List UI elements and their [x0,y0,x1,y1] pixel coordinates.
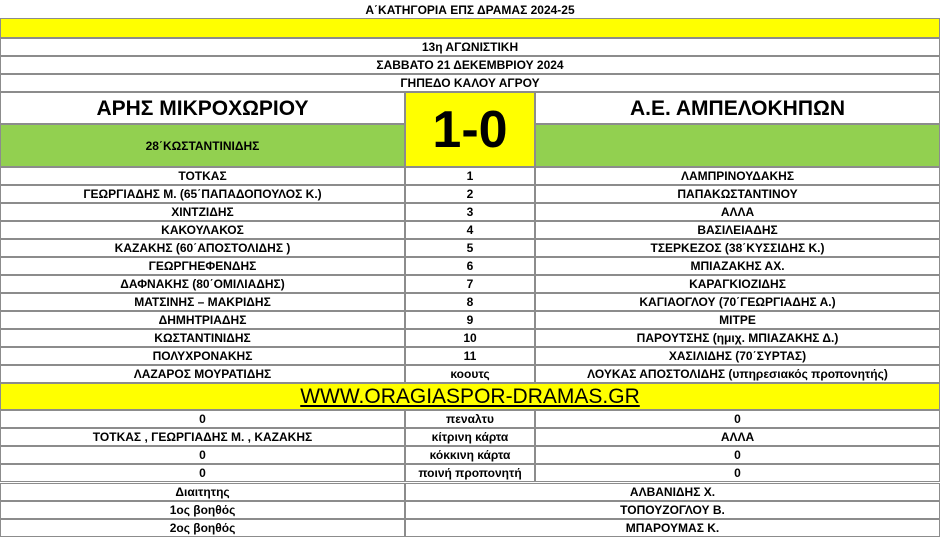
stat-away-value: ΑΛΛΑ [535,428,940,446]
stat-home-value: 0 [0,446,405,464]
lineup-number: 8 [405,293,535,311]
lineup-number: 9 [405,311,535,329]
lineup-home-player: ΧΙΝΤΖΙΔΗΣ [0,203,405,221]
lineup-number: 1 [405,167,535,185]
league-title: Α΄ΚΑΤΗΓΟΡΙΑ ΕΠΣ ΔΡΑΜΑΣ 2024-25 [365,3,575,17]
lineup-number: 6 [405,257,535,275]
lineup-away-player: ΠΑΠΑΚΩΣΤΑΝΤΙΝΟΥ [535,185,940,203]
stat-label: κόκκινη κάρτα [405,446,535,464]
lineup-home-player: ΓΕΩΡΓΗΕΦΕΝΔΗΣ [0,257,405,275]
stat-home-value: 0 [0,410,405,428]
lineup-number: 4 [405,221,535,239]
lineup-away-player: ΠΑΡΟΥΤΣΗΣ (ημιχ. ΜΠΙΑΖΑΚΗΣ Δ.) [535,329,940,347]
lineup-away-player: ΚΑΓΙΑΟΓΛΟΥ (70΄ΓΕΩΡΓΙΑΔΗΣ Α.) [535,293,940,311]
yellow-band-top [0,18,940,38]
official-role: Διαιτητης [0,483,405,501]
lineup-home-player: ΚΩΣΤΑΝΤΙΝΙΔΗΣ [0,329,405,347]
lineup-home-player: ΔΗΜΗΤΡΙΑΔΗΣ [0,311,405,329]
lineup-home-player: ΤΟΤΚΑΣ [0,167,405,185]
lineup-away-player: ΜΠΙΑΖΑΚΗΣ ΑΧ. [535,257,940,275]
official-role: 2ος βοηθός [0,519,405,537]
lineup-away-player: ΜΙΤΡΕ [535,311,940,329]
lineup-home-player: ΛΑΖΑΡΟΣ ΜΟΥΡΑΤΙΔΗΣ [0,365,405,383]
matchday: 13η ΑΓΩΝΙΣΤΙΚΗ [0,38,940,56]
lineup-away-player: ΧΑΣΙΛΙΔΗΣ (70΄ΣΥΡΤΑΣ) [535,347,940,365]
match-date: ΣΑΒΒΑΤΟ 21 ΔΕΚΕΜΒΡΙΟΥ 2024 [0,56,940,74]
lineup-away-player: ΤΣΕΡΚΕΖΟΣ (38΄ΚΥΣΣΙΔΗΣ Κ.) [535,239,940,257]
away-team-name: Α.Ε. ΑΜΠΕΛΟΚΗΠΩΝ [535,92,940,124]
lineup-home-player: ΚΑΖΑΚΗΣ (60΄ΑΠΟΣΤΟΛΙΔΗΣ ) [0,239,405,257]
lineup-number: 11 [405,347,535,365]
stat-away-value: 0 [535,446,940,464]
website-link[interactable]: WWW.ORAGIASPOR-DRAMAS.GR [300,385,640,408]
stat-label: κίτρινη κάρτα [405,428,535,446]
lineup-number: 2 [405,185,535,203]
website-band [0,383,940,410]
stat-home-value: ΤΟΤΚΑΣ , ΓΕΩΡΓΙΑΔΗΣ Μ. , ΚΑΖΑΚΗΣ [0,428,405,446]
lineup-number: 10 [405,329,535,347]
official-role: 1ος βοηθός [0,501,405,519]
stat-away-value: 0 [535,410,940,428]
lineup-away-player: ΒΑΣΙΛΕΙΑΔΗΣ [535,221,940,239]
lineup-away-player: ΚΑΡΑΓΚΙΟΖΙΔΗΣ [535,275,940,293]
stadium: ΓΗΠΕΔΟ ΚΑΛΟΥ ΑΓΡΟΥ [0,74,940,92]
lineup-number: 7 [405,275,535,293]
lineup-home-player: ΚΑΚΟΥΛΑΚΟΣ [0,221,405,239]
lineup-home-player: ΠΟΛΥΧΡΟΝΑΚΗΣ [0,347,405,365]
lineup-home-player: ΜΑΤΣΙΝΗΣ – ΜΑΚΡΙΔΗΣ [0,293,405,311]
official-name: ΜΠΑΡΟΥΜΑΣ Κ. [405,519,940,537]
official-name: ΑΛΒΑΝΙΔΗΣ Χ. [405,483,940,501]
lineup-away-player: ΑΛΛΑ [535,203,940,221]
lineup-number: 5 [405,239,535,257]
final-score: 1-0 [405,92,535,167]
stat-label: πεναλτυ [405,410,535,428]
lineup-home-player: ΔΑΦΝΑΚΗΣ (80΄ΟΜΙΛΙΑΔΗΣ) [0,275,405,293]
lineup-number: κοουτς [405,365,535,383]
away-scorers [535,124,940,167]
lineup-away-player: ΛΑΜΠΡΙΝΟΥΔΑΚΗΣ [535,167,940,185]
lineup-number: 3 [405,203,535,221]
official-name: ΤΟΠΟΥΖΟΓΛΟΥ Β. [405,501,940,519]
stat-label: ποινή προπονητή [405,464,535,482]
home-team-name: ΑΡΗΣ ΜΙΚΡΟΧΩΡΙΟΥ [0,92,405,124]
home-scorers: 28΄ΚΩΣΤΑΝΤΙΝΙΔΗΣ [0,124,405,167]
stat-home-value: 0 [0,464,405,482]
lineup-away-player: ΛΟΥΚΑΣ ΑΠΟΣΤΟΛΙΔΗΣ (υπηρεσιακός προπονητής) [535,365,940,383]
lineup-home-player: ΓΕΩΡΓΙΑΔΗΣ Μ. (65΄ΠΑΠΑΔΟΠΟΥΛΟΣ Κ.) [0,185,405,203]
stat-away-value: 0 [535,464,940,482]
